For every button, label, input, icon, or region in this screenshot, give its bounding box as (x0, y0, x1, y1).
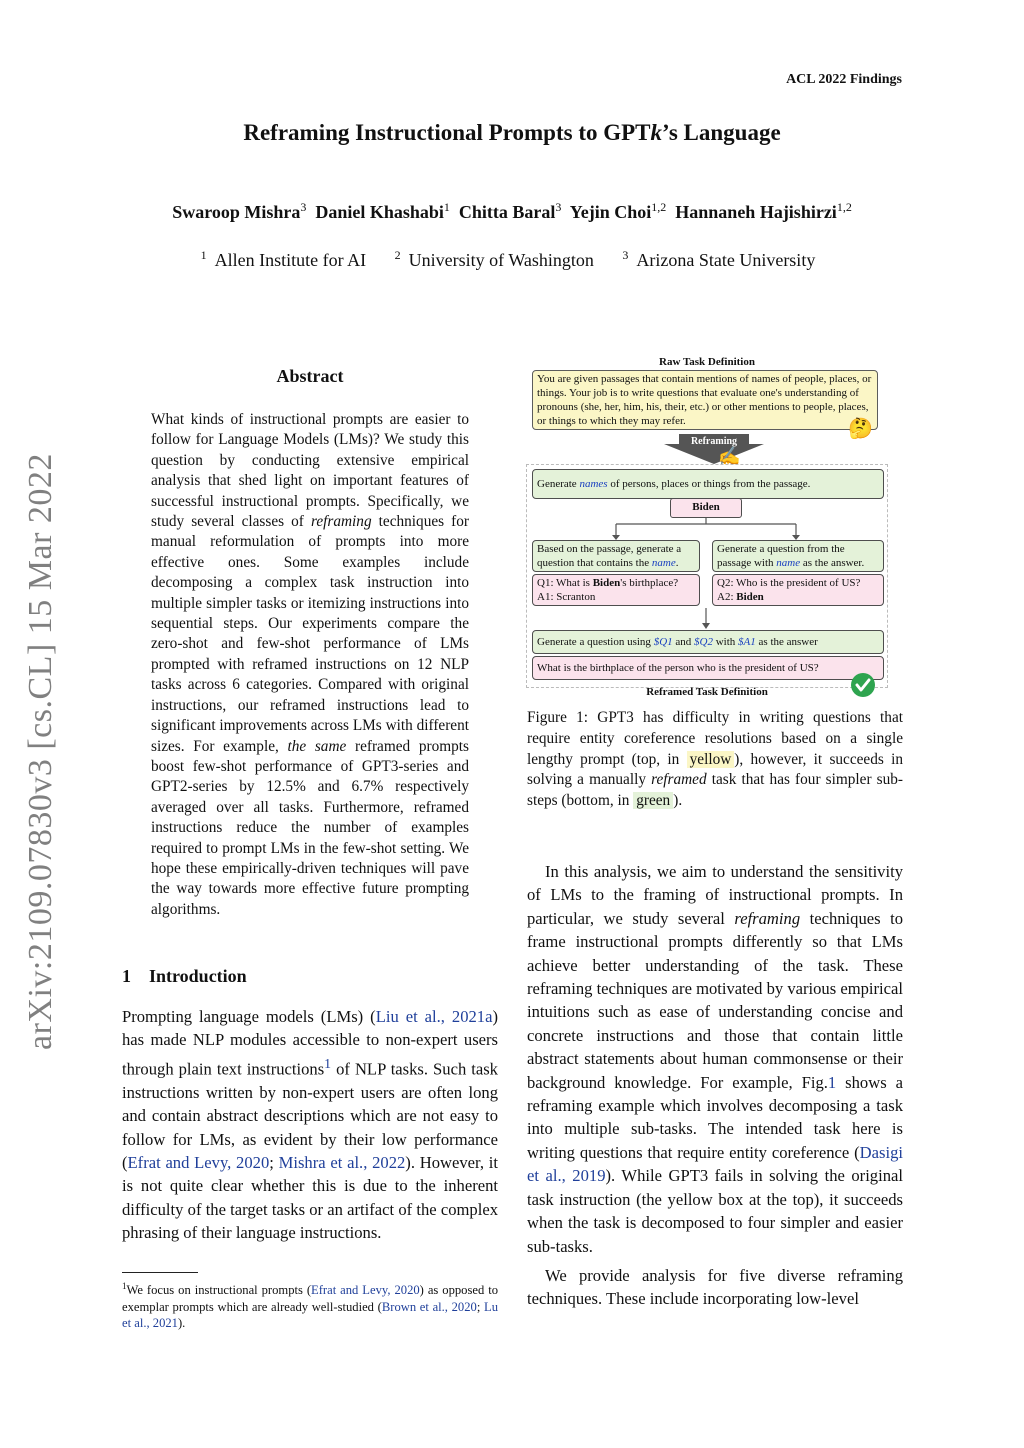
section-heading-introduction: 1 Introduction (122, 966, 247, 986)
author: Hannaneh Hajishirzi$^{1,2}$ (675, 200, 852, 222)
citation-link[interactable]: Brown et al., 2020 (381, 1299, 477, 1314)
affiliation-list (0, 248, 1024, 271)
citation-link[interactable]: Dasigi et al., 2019 (527, 1142, 903, 1186)
raw-task-box: You are given passages that contain mentions of names of people, places, or things. Your job is to write questions that evaluate one's understanding of pronouns (she, her, him, his, their, etc.) or other mentions to people, places, or things to which they may refer. (532, 370, 878, 430)
reframed-task-label: Reframed Task Definition (646, 686, 768, 698)
citation-link[interactable]: Lu et al., 2021 (122, 1299, 499, 1331)
arxiv-identifier: arXiv:2109.07830v3 [cs.CL] 15 Mar 2022 (22, 453, 59, 1050)
writing-hand-icon: ✍ (718, 446, 741, 466)
check-mark-icon (850, 672, 876, 698)
entity-biden-box: Biden (670, 498, 742, 518)
paper-title: Reframing Instructional Prompts to GPTk’s Language (243, 120, 781, 145)
citation-link[interactable]: Mishra et al., 2022 (278, 1152, 406, 1172)
raw-task-label: Raw Task Definition (659, 356, 755, 368)
figure-1-caption: Figure 1: GPT3 has difficulty in writing questions that require entity coreference resolutions based on a single lengthy prompt (top, in yellow ), however, it succeeds in solving a manually reframed task that has four simpler sub-steps (bottom, in green ). (527, 709, 903, 810)
highlight-green: green (633, 792, 673, 809)
footnote: $^1$We focus on instructional prompts (Efrat and Levy, 2020) as opposed to exemplar prompts which are already well-studied (Brown et al., 2020; Lu et al., 2021). (122, 1281, 499, 1331)
affiliation: $^2$ University of Washington (394, 248, 594, 270)
final-question-box: What is the birthplace of the person who is the president of US? (532, 656, 884, 680)
step-generate-names: Generate names of persons, places or things from the passage. (532, 469, 884, 499)
author: Daniel Khashabi$^1$ (315, 200, 450, 222)
venue-label: ACL 2022 Findings (786, 72, 902, 87)
right-column-text (527, 860, 903, 1311)
citation-link[interactable]: Liu et al., 2021a (375, 1007, 493, 1026)
step-right-question-box: Generate a question from the passage with name as the answer. (712, 540, 884, 572)
footnote-divider (122, 1272, 198, 1273)
citation-link[interactable]: Efrat and Levy, 2020 (127, 1152, 270, 1172)
abstract-body: What kinds of instructional prompts are easier to follow for Language Models (LMs)? We study this question by conducting extensive empirical analysis that shed light on important features of successful instructional prompts. Specifically, we study several classes of reframing techniques for manual reformulation of prompts into more effective ones. Some examples include decomposing a complex task instruction into multiple simpler tasks or itemizing instructions into sequential steps. Our experiments compare the zero-shot and few-shot performance of LMs prompted with reframed instructions on 12 NLP tasks across 6 categories. Compared with original instructions, our reframed instructions lead to significant improvements across LMs with different sizes. For example, the same reframed prompts boost few-shot performance of GPT3-series and GPT2-series by 12.5% and 6.7% respectively averaged over all tasks. Furthermore, reframed instructions reduce the number of examples required to prompt LMs in the few-shot setting. We hope these empirically-driven techniques will pave the way towards more effective future prompting algorithms. (151, 411, 469, 918)
paragraph: We provide analysis for five diverse reframing techniques. These include incorporating low-level (527, 1265, 903, 1309)
footnote-mark[interactable]: 1 (324, 1055, 332, 1071)
affiliation: $^1$ Allen Institute for AI (200, 248, 367, 270)
author: Chitta Baral$^3$ (458, 200, 562, 222)
right-output-box: Q2: Who is the president of US? A2: Biden (712, 574, 884, 606)
left-output-box: Q1: What is Biden's birthplace? A1: Scranton (532, 574, 700, 606)
introduction-text: Prompting language models (LMs) (Liu et al., 2021a) has made NLP modules accessible to non-expert users through plain text instructions$^1$ of NLP tasks. Such task instructions written by non-expert users are often long and contain abstract descriptions which are not easy to follow for LMs, as evident by their low performance (Efrat and Levy, 2020; Mishra et al., 2022). However, it is not quite clear whether this is due to the inherent difficulty of the target tasks or an artifact of the complex phrasing of their language instructions. (122, 1007, 498, 1243)
author: Swaroop Mishra$^3$ (172, 200, 307, 222)
step-left-question-box: Based on the passage, generate a question that contains the name. (532, 540, 700, 572)
figure-reference-link[interactable]: 1 (827, 1072, 837, 1092)
abstract-heading: Abstract (276, 366, 344, 386)
step-combine-box: Generate a question using $Q1 and $Q2 with $A1 as the answer (532, 630, 884, 654)
author: Yejin Choi$^{1,2}$ (569, 200, 667, 222)
affiliation: $^3$ Arizona State University (622, 248, 816, 270)
thinking-face-icon: 🤔 (848, 418, 873, 440)
reframing-label: Reframing (690, 436, 738, 447)
figure-1 (524, 352, 890, 702)
paragraph: In this analysis, we aim to understand the sensitivity of LMs to the framing of instructional prompts. In particular, we study several reframing techniques to frame instructional prompts differently so that LMs achieve better understanding of the task. These reframing techniques are motivated by various empirical intuitions such as ease of understanding concise and concrete instructions and those that contain little abstract statements about human commonsense or their background knowledge. For example, Fig.1 shows a reframing example which involves decomposing a task into multiple sub-tasks. The intended task here is writing questions that require entity coreference (Dasigi et al., 2019). While GPT3 fails in solving the original task instruction (the yellow box at the top), it succeeds when the task is decomposed to four simpler and easier sub-tasks. (527, 862, 903, 1256)
author-list (0, 200, 1024, 223)
citation-link[interactable]: Efrat and Levy, 2020 (311, 1283, 420, 1298)
highlight-yellow: yellow (687, 751, 735, 768)
